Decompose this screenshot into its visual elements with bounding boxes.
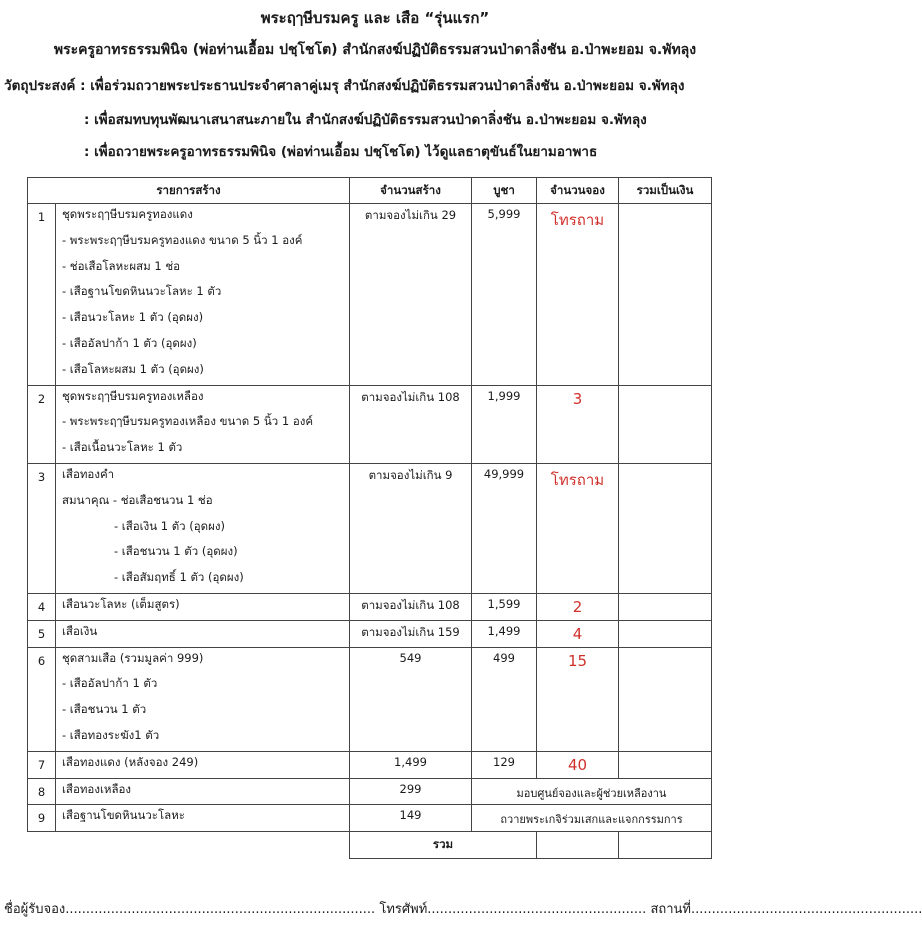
item-line: - เสือฐานโขดหินนวะโลหะ 1 ตัว xyxy=(62,284,222,299)
item-line: เสือฐานโขดหินนวะโลหะ xyxy=(62,808,185,823)
row-number: 5 xyxy=(28,620,56,647)
item-line: - เสืออัลปาก้า 1 ตัว xyxy=(62,676,158,691)
row-quantity: ตามจองไม่เกิน 108 xyxy=(350,593,472,620)
row-item xyxy=(56,751,350,778)
total-reserve[interactable] xyxy=(537,832,619,859)
row-number: 4 xyxy=(28,593,56,620)
row-quantity: 299 xyxy=(350,778,472,805)
name-label: ชื่อผู้รับจอง xyxy=(4,902,66,917)
document-subtitle: พระครูอาทรธรรมพินิจ (พ่อท่านเอื้อม ปชฺโชโต) สำนักสงฆ์ปฏิบัติธรรมสวนป่าดาลิ่งชัน อ.ป่าพะยอม จ.พัทลุง xyxy=(53,42,697,58)
item-line: - เสือโลหะผสม 1 ตัว (อุดผง) xyxy=(62,361,204,376)
row-reserve: 2 xyxy=(537,593,619,620)
document-title: พระฤๅษีบรมครู และ เสือ “รุ่นแรก” xyxy=(260,9,490,27)
footer-line xyxy=(4,898,922,919)
row-price: 1,499 xyxy=(472,620,537,647)
row-number: 1 xyxy=(28,204,56,386)
row-item xyxy=(56,647,350,751)
row-reserve: 40 xyxy=(537,751,619,778)
row-reserve: 3 xyxy=(537,385,619,463)
row-item xyxy=(56,620,350,647)
col-header-reserve: จำนวนจอง xyxy=(537,178,619,204)
phone-label: โทรศัพท์ xyxy=(379,902,428,917)
item-line: ชุดพระฤๅษีบรมครูทองเหลือง xyxy=(62,388,204,403)
row-quantity: ตามจองไม่เกิน 29 xyxy=(350,204,472,386)
item-line: - เสือเนื้อนวะโลหะ 1 ตัว xyxy=(62,440,183,455)
row-item xyxy=(56,805,350,832)
row-number: 3 xyxy=(28,463,56,593)
item-line: - พระพระฤๅษีบรมครูทองเหลือง ขนาด 5 นิ้ว 1 องค์ xyxy=(62,414,314,429)
item-line: - เสือนวะโลหะ 1 ตัว (อุดผง) xyxy=(62,310,204,325)
row-reserve: โทรถาม xyxy=(537,463,619,593)
item-line: ชุดพระฤๅษีบรมครูทองแดง xyxy=(62,207,193,221)
item-line: - เสือสัมฤทธิ์ 1 ตัว (อุดผง) xyxy=(114,570,244,585)
row-number: 6 xyxy=(28,647,56,751)
item-line: ชุดสามเสือ (รวมมูลค่า 999) xyxy=(62,650,204,665)
row-reserve: 15 xyxy=(537,647,619,751)
row-total[interactable] xyxy=(619,647,712,751)
row-item xyxy=(56,385,350,463)
col-header-price: บูชา xyxy=(472,178,537,204)
total-label: รวม xyxy=(350,832,537,859)
row-number: 8 xyxy=(28,778,56,805)
objective-label: วัตถุประสงค์ : xyxy=(4,78,86,94)
table-row xyxy=(28,778,712,805)
row-quantity: ตามจองไม่เกิน 108 xyxy=(350,385,472,463)
item-line: เสือทองเหลือง xyxy=(62,781,132,796)
table-row xyxy=(28,805,712,832)
row-item xyxy=(56,778,350,805)
table-row xyxy=(28,463,712,593)
item-line: เสือเงิน xyxy=(62,623,98,638)
row-quantity: ตามจองไม่เกิน 9 xyxy=(350,463,472,593)
col-header-item: รายการสร้าง xyxy=(28,178,350,204)
row-item xyxy=(56,204,350,386)
place-label: สถานที่ xyxy=(650,902,691,917)
objective-line-1 xyxy=(4,74,684,96)
table-row xyxy=(28,647,712,751)
item-line: เสือทองแดง (หลังจอง 249) xyxy=(62,754,199,769)
item-line: - เสือชนวน 1 ตัว (อุดผง) xyxy=(114,544,238,559)
table-row xyxy=(28,204,712,386)
row-price: 1,999 xyxy=(472,385,537,463)
table-row xyxy=(28,751,712,778)
col-header-total: รวมเป็นเงิน xyxy=(619,178,712,204)
phone-field[interactable]: ..................................................... xyxy=(427,902,647,917)
row-quantity: 1,499 xyxy=(350,751,472,778)
row-reserve: 4 xyxy=(537,620,619,647)
row-note: ถวายพระเกจิร่วมเสกและแจกกรรมการ xyxy=(472,805,712,832)
row-total[interactable] xyxy=(619,463,712,593)
item-line: - ช่อเสือโลหะผสม 1 ช่อ xyxy=(62,258,181,273)
name-field[interactable]: ........................................................................... xyxy=(65,902,376,917)
col-header-quantity: จำนวนสร้าง xyxy=(350,178,472,204)
objective-1: เพื่อร่วมถวายพระประธานประจำศาลาคู่เมรุ สำนักสงฆ์ปฏิบัติธรรมสวนป่าดาลิ่งชัน อ.ป่าพะยอม จ.พัทลุง xyxy=(90,78,685,94)
order-table xyxy=(27,177,712,859)
row-quantity: ตามจองไม่เกิน 159 xyxy=(350,620,472,647)
item-line: - เสือทองระฆัง1 ตัว xyxy=(62,727,160,742)
row-number: 9 xyxy=(28,805,56,832)
row-item xyxy=(56,463,350,593)
total-amount[interactable] xyxy=(619,832,712,859)
table-row xyxy=(28,593,712,620)
row-price: 1,599 xyxy=(472,593,537,620)
row-reserve: โทรถาม xyxy=(537,204,619,386)
item-line: เสือทองคำ xyxy=(62,466,115,481)
item-line: สมนาคุณ - ช่อเสือชนวน 1 ช่อ xyxy=(62,492,213,507)
row-total[interactable] xyxy=(619,593,712,620)
item-line: - เสือเงิน 1 ตัว (อุดผง) xyxy=(114,518,225,533)
row-item xyxy=(56,593,350,620)
place-field[interactable]: ........................................................ xyxy=(691,902,922,917)
row-total[interactable] xyxy=(619,751,712,778)
row-price: 129 xyxy=(472,751,537,778)
row-total[interactable] xyxy=(619,204,712,386)
table-row xyxy=(28,620,712,647)
objective-line-2: : เพื่อสมทบทุนพัฒนาเสนาสนะภายใน สำนักสงฆ์ปฏิบัติธรรมสวนป่าดาลิ่งชัน อ.ป่าพะยอม จ.พัทลุง xyxy=(84,112,647,128)
item-line: - พระพระฤๅษีบรมครูทองแดง ขนาด 5 นิ้ว 1 องค์ xyxy=(62,232,303,247)
objective-line-3: : เพื่อถวายพระครูอาทรธรรมพินิจ (พ่อท่านเอื้อม ปชฺโชโต) ไว้ดูแลธาตุขันธ์ในยามอาพาธ xyxy=(84,144,598,160)
row-number: 2 xyxy=(28,385,56,463)
item-line: - เสือชนวน 1 ตัว xyxy=(62,702,147,717)
row-price: 499 xyxy=(472,647,537,751)
row-quantity: 149 xyxy=(350,805,472,832)
row-note: มอบศูนย์จองและผู้ช่วยเหลืองาน xyxy=(472,778,712,805)
row-price: 49,999 xyxy=(472,463,537,593)
item-line: - เสืออัลปาก้า 1 ตัว (อุดผง) xyxy=(62,335,197,350)
table-row xyxy=(28,385,712,463)
row-total[interactable] xyxy=(619,385,712,463)
row-number: 7 xyxy=(28,751,56,778)
table-header-row xyxy=(28,178,712,204)
item-line: เสือนวะโลหะ (เต็มสูตร) xyxy=(62,596,180,611)
row-price: 5,999 xyxy=(472,204,537,386)
row-quantity: 549 xyxy=(350,647,472,751)
row-total[interactable] xyxy=(619,620,712,647)
total-row xyxy=(28,832,712,859)
